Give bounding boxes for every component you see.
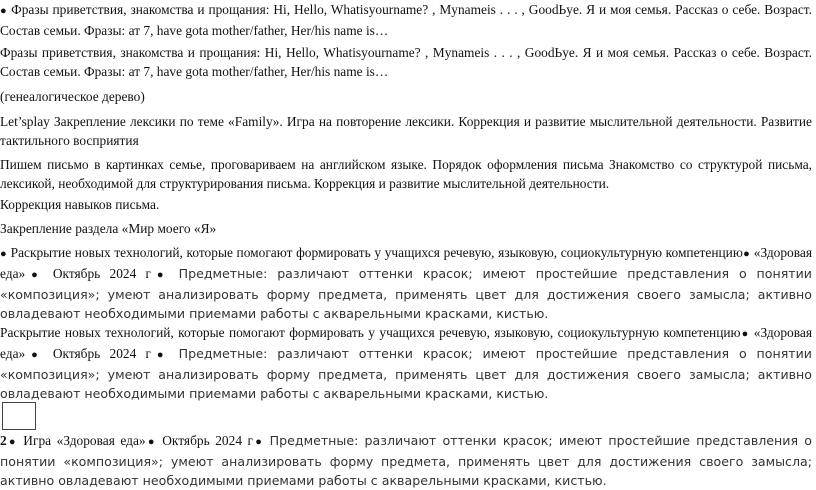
paragraph-text: (генеалогическое дерево) — [0, 89, 145, 104]
paragraph-text: Фразы приветствия, знакомства и прощания: Hi, Hello, Whatisyourname? , Mynameis . . . , GoodЬye. Я и моя семья. Рассказ о себе. Возраст. Состав семьи. Фразы: ат 7, have gota mother/father, Her/his name is… — [0, 45, 812, 79]
bullet-icon: ● — [742, 248, 751, 260]
bullet-icon: ● — [145, 436, 157, 448]
bullet-icon: ● — [740, 328, 750, 340]
paragraph-family-tree — [0, 87, 812, 106]
paragraph-technologies-2 — [0, 323, 812, 403]
paragraph-lead: Раскрытие новых технологий, которые помогают формировать у учащихся речевую, языковую, социокультурную компетенцию — [10, 245, 743, 260]
paragraph-lets-play — [0, 112, 812, 150]
empty-table-cell — [2, 402, 36, 430]
paragraph-greetings-1 — [0, 0, 812, 40]
row-number: 2 — [0, 433, 7, 448]
game-label: Игра «Здоровая еда» — [23, 433, 146, 448]
bullet-icon: ● — [0, 5, 8, 17]
paragraph-text: Фразы приветствия, знакомства и прощания: Hi, Hello, Whatisyourname? , Mynameis . . . , GoodЬye. Я и моя семья. Рассказ о себе. Возраст. Состав семьи. Фразы: ат 7, have gota mother/father, Her/his name is… — [0, 2, 812, 38]
topic-label: «Здоровая еда» — [0, 325, 812, 361]
bullet-icon: ● — [25, 349, 44, 361]
paragraph-text: Let’splay Закрепление лексики по теме «Family». Игра на повторение лексики. Коррекция и развитие мыслительной деятельности. Развитие тактильного восприятия — [0, 114, 812, 148]
bullet-icon: ● — [6, 436, 18, 448]
paragraph-writing-correction — [0, 195, 812, 214]
paragraph-greetings-2 — [0, 43, 812, 81]
topic-label: «Здоровая еда» — [0, 245, 812, 281]
paragraph-lead: Раскрытие новых технологий, которые помогают формировать у учащихся речевую, языковую, социокультурную компетенцию — [0, 325, 741, 340]
paragraph-game — [0, 431, 812, 490]
paragraph-section-review — [0, 219, 812, 238]
month-label: Октябрь 2024 г — [52, 266, 152, 281]
month-label: Октябрь 2024 г — [162, 433, 254, 448]
paragraph-technologies-1 — [0, 243, 812, 323]
bullet-icon: ● — [151, 349, 170, 361]
bullet-icon: ● — [151, 269, 170, 281]
paragraph-text: Закрепление раздела «Мир моего «Я» — [0, 221, 217, 236]
bullet-icon: ● — [25, 269, 44, 281]
month-label: Октябрь 2024 г — [52, 346, 152, 361]
bullet-icon: ● — [253, 436, 265, 448]
paragraph-text: Пишем письмо в картинках семье, проговариваем на английском языке. Порядок оформления письма Знакомство со структурой письма, лексикой, необходимой для структурирования письма. Коррекция и развитие мыслительной деятельности. — [0, 157, 812, 191]
paragraph-letter — [0, 155, 812, 193]
subject-outcomes: Предметные: различают оттенки красок; имеют простейшие представления о понятии «композиция»; умеют анализировать форму предмета, применять цвет для достижения своего замысла; активно овладевают необходимыми приемами работы с акварельными красками, кистью. — [0, 433, 812, 488]
subject-outcomes: Предметные: различают оттенки красок; имеют простейшие представления о понятии «композиция»; умеют анализировать форму предмета, применять цвет для достижения своего замысла; активно овладевают необходимыми приемами работы с акварельными красками, кистью. — [0, 266, 812, 321]
subject-outcomes: Предметные: различают оттенки красок; имеют простейшие представления о понятии «композиция»; умеют анализировать форму предмета, применять цвет для достижения своего замысла; активно овладевают необходимыми приемами работы с акварельными красками, кистью. — [0, 346, 812, 401]
paragraph-text: Коррекция навыков письма. — [0, 197, 160, 212]
bullet-icon: ● — [0, 248, 7, 260]
